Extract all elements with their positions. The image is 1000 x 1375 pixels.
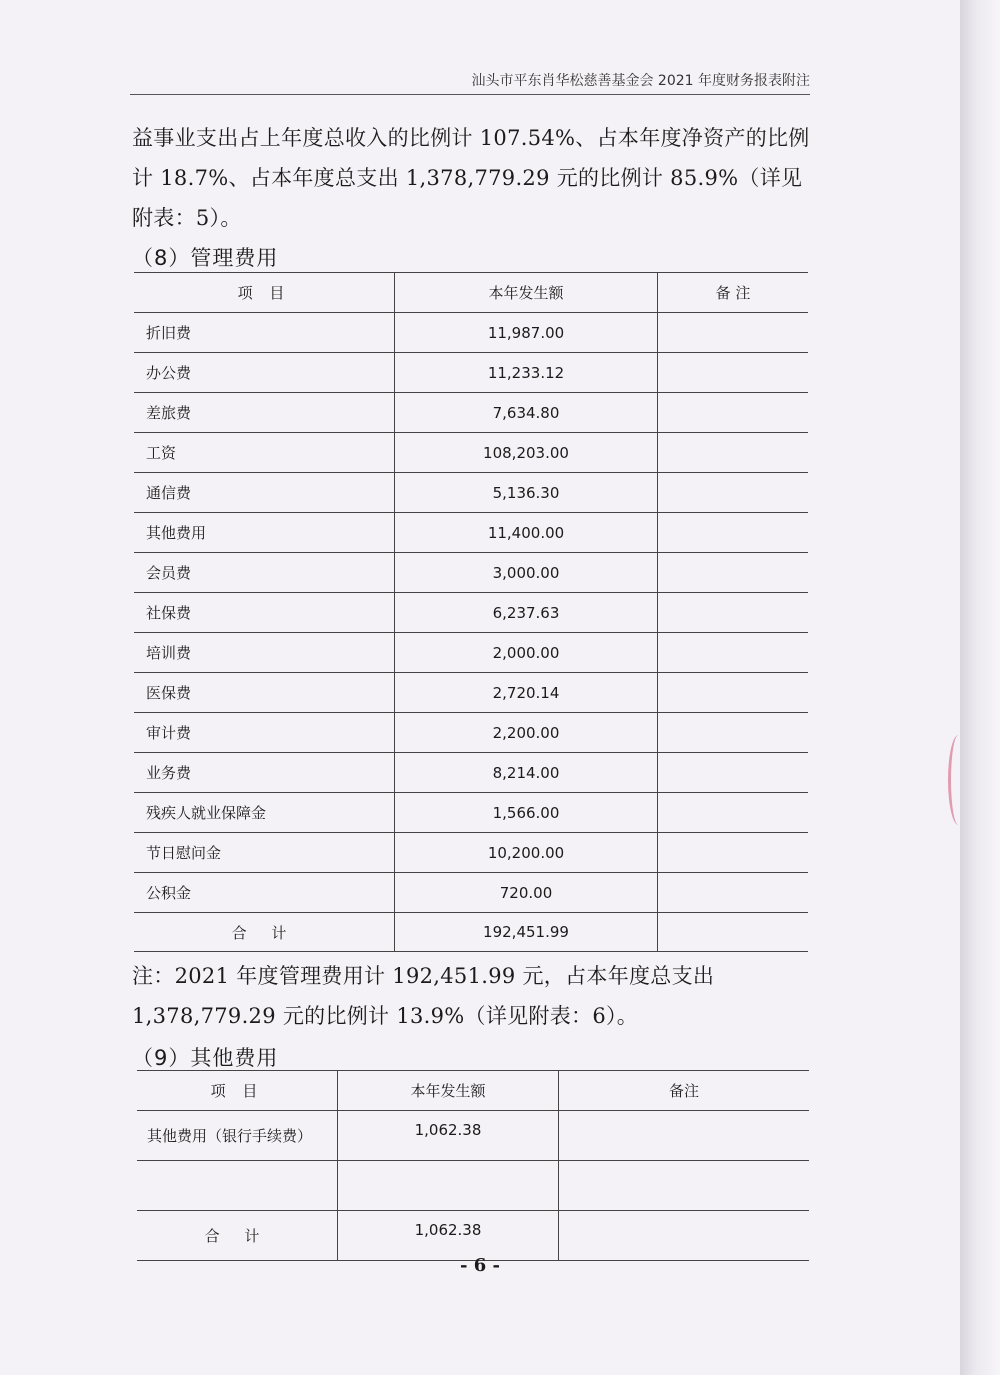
row-amount: 3,000.00 bbox=[395, 553, 658, 593]
row-remark bbox=[658, 833, 809, 873]
row-item: 办公费 bbox=[134, 353, 395, 393]
row-amount: 1,062.38 bbox=[338, 1111, 559, 1161]
row-amount: 7,634.80 bbox=[395, 393, 658, 433]
table-header-row bbox=[137, 1071, 809, 1111]
total-row bbox=[134, 913, 808, 952]
row-amount: 720.00 bbox=[395, 873, 658, 913]
row-item: 业务费 bbox=[134, 753, 395, 793]
row-remark bbox=[658, 633, 809, 673]
row-remark bbox=[658, 433, 809, 473]
row-item: 残疾人就业保障金 bbox=[134, 793, 395, 833]
row-remark bbox=[658, 513, 809, 553]
table-row bbox=[134, 633, 808, 673]
row-remark bbox=[658, 553, 809, 593]
table-row bbox=[134, 553, 808, 593]
total-remark bbox=[658, 913, 809, 952]
page-number: - 6 - bbox=[460, 1255, 500, 1276]
row-amount: 10,200.00 bbox=[395, 833, 658, 873]
row-remark bbox=[658, 593, 809, 633]
row-item: 其他费用 bbox=[134, 513, 395, 553]
row-item: 差旅费 bbox=[134, 393, 395, 433]
row-item: 培训费 bbox=[134, 633, 395, 673]
col-header-item: 项 目 bbox=[134, 273, 395, 313]
total-label: 合 计 bbox=[134, 913, 395, 952]
table-header-row bbox=[134, 273, 808, 313]
table-row bbox=[134, 793, 808, 833]
row-amount bbox=[338, 1161, 559, 1211]
table-row bbox=[134, 673, 808, 713]
row-amount: 6,237.63 bbox=[395, 593, 658, 633]
page-header: 汕头市平东肖华松慈善基金会 2021 年度财务报表附注 bbox=[130, 70, 810, 95]
row-item: 会员费 bbox=[134, 553, 395, 593]
row-item: 折旧费 bbox=[134, 313, 395, 353]
col-header-remark: 备 注 bbox=[658, 273, 809, 313]
page-edge bbox=[960, 0, 1000, 1375]
table-row bbox=[134, 313, 808, 353]
table-row bbox=[134, 833, 808, 873]
table-row bbox=[137, 1111, 809, 1161]
row-amount: 108,203.00 bbox=[395, 433, 658, 473]
other-expense-table bbox=[137, 1070, 809, 1261]
row-item: 审计费 bbox=[134, 713, 395, 753]
col-header-remark: 备注 bbox=[559, 1071, 810, 1111]
table-row bbox=[137, 1161, 809, 1211]
table-row bbox=[134, 513, 808, 553]
row-remark bbox=[658, 313, 809, 353]
table-row bbox=[134, 353, 808, 393]
row-remark bbox=[658, 793, 809, 833]
row-amount: 2,720.14 bbox=[395, 673, 658, 713]
table-row bbox=[134, 393, 808, 433]
row-remark bbox=[658, 753, 809, 793]
row-amount: 8,214.00 bbox=[395, 753, 658, 793]
row-item: 工资 bbox=[134, 433, 395, 473]
row-amount: 11,987.00 bbox=[395, 313, 658, 353]
section-8-title: （8）管理费用 bbox=[132, 246, 279, 270]
row-amount: 1,566.00 bbox=[395, 793, 658, 833]
row-item: 通信费 bbox=[134, 473, 395, 513]
row-amount: 5,136.30 bbox=[395, 473, 658, 513]
table-row bbox=[134, 753, 808, 793]
intro-paragraph: 益事业支出占上年度总收入的比例计 107.54%、占本年度净资产的比例计 18.7%、占本年度总支出 1,378,779.29 元的比例计 85.9%（详见附表：5）。 bbox=[132, 126, 810, 230]
total-label: 合 计 bbox=[137, 1211, 338, 1261]
row-item: 公积金 bbox=[134, 873, 395, 913]
row-amount: 11,400.00 bbox=[395, 513, 658, 553]
management-expense-table bbox=[134, 272, 808, 952]
table-row bbox=[134, 473, 808, 513]
table-row bbox=[134, 713, 808, 753]
seal-mark bbox=[948, 735, 969, 825]
col-header-item: 项 目 bbox=[137, 1071, 338, 1111]
row-remark bbox=[658, 393, 809, 433]
row-remark bbox=[658, 873, 809, 913]
total-remark bbox=[559, 1211, 810, 1261]
row-item: 节日慰问金 bbox=[134, 833, 395, 873]
row-item: 医保费 bbox=[134, 673, 395, 713]
col-header-amount: 本年发生额 bbox=[338, 1071, 559, 1111]
row-amount: 2,000.00 bbox=[395, 633, 658, 673]
row-item bbox=[137, 1161, 338, 1211]
total-amount: 1,062.38 bbox=[338, 1211, 559, 1261]
col-header-amount: 本年发生额 bbox=[395, 273, 658, 313]
row-remark bbox=[658, 713, 809, 753]
row-remark bbox=[559, 1161, 810, 1211]
section-9-title: （9）其他费用 bbox=[132, 1046, 279, 1070]
table-row bbox=[134, 873, 808, 913]
row-amount: 2,200.00 bbox=[395, 713, 658, 753]
row-amount: 11,233.12 bbox=[395, 353, 658, 393]
row-remark bbox=[559, 1111, 810, 1161]
table-row bbox=[134, 593, 808, 633]
row-item: 其他费用（银行手续费） bbox=[137, 1111, 338, 1161]
row-remark bbox=[658, 473, 809, 513]
total-amount: 192,451.99 bbox=[395, 913, 658, 952]
row-remark bbox=[658, 353, 809, 393]
row-item: 社保费 bbox=[134, 593, 395, 633]
table-row bbox=[134, 433, 808, 473]
total-row bbox=[137, 1211, 809, 1261]
row-remark bbox=[658, 673, 809, 713]
note-8: 注：2021 年度管理费用计 192,451.99 元，占本年度总支出 1,378,779.29 元的比例计 13.9%（详见附表：6）。 bbox=[132, 964, 715, 1028]
